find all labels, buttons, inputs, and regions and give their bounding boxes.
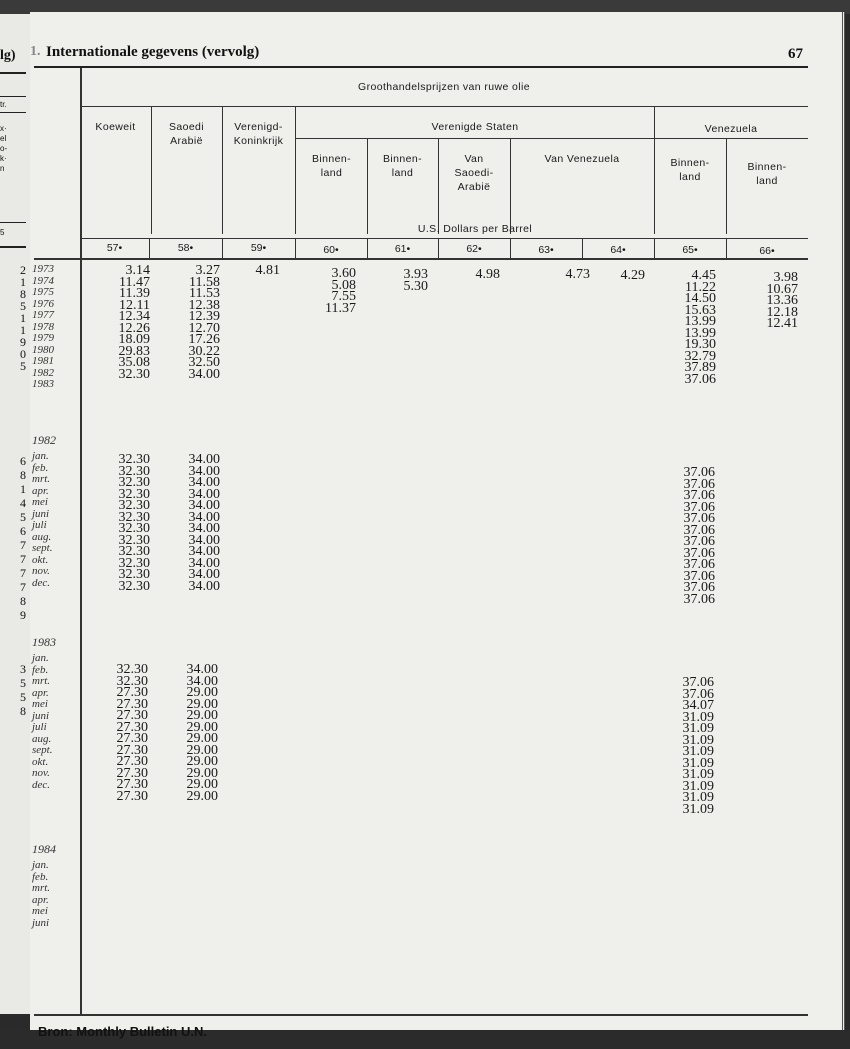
cell: 4.45: [691, 268, 716, 283]
column-code: 59•: [250, 242, 267, 254]
cell: 29.00: [186, 754, 218, 769]
col-header-us-binnenland: [296, 152, 367, 180]
cell: 32.30: [118, 555, 150, 571]
row-label: aug.: [32, 732, 52, 745]
cell: 7.55: [331, 289, 356, 304]
divider: [0, 96, 26, 97]
cell: 34.00: [188, 498, 220, 513]
table-title: Groothandelsprijzen van ruwe olie: [358, 81, 530, 93]
data-col-venezuela-binnenland-1983: [664, 677, 714, 815]
cell: 18.09: [118, 332, 150, 347]
row-label: feb.: [32, 461, 49, 474]
cell: 34.00: [186, 673, 218, 689]
cell: 4.73: [565, 267, 590, 282]
cell: 37.06: [683, 580, 715, 595]
unit-label: U.S. Dollars per Barrel: [417, 223, 533, 235]
prev-digit: 5: [20, 359, 26, 373]
cell: 32.30: [118, 452, 150, 467]
label-line: Saoedi-: [454, 167, 494, 179]
source-note: Bron: Monthly Bulletin U.N.: [38, 1024, 207, 1039]
label-line: Arabië: [170, 135, 203, 147]
row-label: 1978: [32, 320, 54, 333]
column-code: 58•: [177, 242, 194, 254]
data-col-venezuela-binnenland-annual: [666, 270, 716, 385]
row-label: mei: [32, 698, 48, 710]
cell: 31.09: [682, 709, 714, 725]
label-line: Binnen-: [312, 153, 351, 165]
row-label: 1977: [32, 309, 54, 321]
cell: 13.36: [766, 293, 798, 308]
cell: 12.39: [188, 309, 220, 324]
row-label: 1980: [32, 343, 54, 356]
cell: 37.06: [683, 511, 715, 526]
cell: 27.30: [116, 708, 148, 723]
row-label: mrt.: [32, 473, 51, 485]
label-line: Binnen-: [747, 161, 787, 173]
cell: 10.67: [766, 281, 798, 297]
prev-page-text: 5: [0, 228, 5, 237]
cell: 11.22: [685, 279, 716, 295]
row-label: juli: [32, 519, 47, 531]
cell: 37.06: [682, 686, 714, 702]
divider: [0, 222, 26, 223]
label-line: Verenigd-: [234, 121, 283, 133]
prev-digit: 5: [20, 299, 26, 313]
row-label: 1979: [32, 332, 54, 344]
cell: 37.06: [684, 371, 716, 387]
divider: [0, 72, 26, 74]
cell: 32.30: [118, 532, 150, 548]
cell: 37.06: [683, 499, 715, 515]
row-label: 1981: [32, 355, 54, 367]
col-header-verenigd-koninkrijk: [222, 120, 295, 148]
data-col-vk-annual: [230, 265, 280, 277]
prev-digit: 7: [20, 538, 26, 552]
cell: 37.06: [682, 675, 714, 690]
cell: 17.26: [188, 332, 220, 347]
label-line: Arabië: [457, 181, 491, 193]
prev-page-text: n: [0, 164, 5, 173]
data-col-us-binnenland2-annual: [378, 269, 428, 292]
cell: 5.30: [403, 278, 428, 294]
row-label: sept.: [32, 744, 53, 756]
cell: 11.39: [119, 286, 150, 301]
row-label: feb.: [32, 870, 49, 883]
label-line: land: [320, 167, 343, 179]
cell: 29.00: [186, 685, 218, 700]
row-label: nov.: [32, 767, 50, 779]
cell: 32.30: [118, 366, 150, 382]
cell: 27.30: [116, 777, 148, 792]
cell: 34.00: [188, 486, 220, 502]
cell: 4.29: [620, 268, 645, 283]
data-col-venezuela-binnenland-1982: [665, 467, 715, 605]
column-code: 57•: [106, 242, 123, 254]
label-line: Binnen-: [670, 157, 710, 169]
row-label: 1982: [32, 433, 56, 447]
data-col-us-binnenland-annual: [306, 268, 356, 314]
column-code: 65•: [682, 244, 698, 256]
column-code: 62•: [466, 243, 482, 255]
cell: 31.09: [682, 790, 714, 805]
column-code: 64•: [610, 244, 626, 256]
cell: 13.99: [684, 314, 716, 329]
cell: 37.06: [683, 522, 715, 538]
cell: 3.14: [125, 263, 150, 278]
section-title: Internationale gegevens (vervolg): [46, 44, 260, 60]
data-col-venezuela-binnenland2-annual: [748, 272, 798, 330]
prev-digit: 8: [20, 704, 26, 718]
label-line: land: [756, 175, 778, 187]
cell: 34.07: [682, 698, 714, 713]
cell: 37.06: [683, 557, 715, 572]
cell: 29.00: [186, 742, 218, 758]
cell: 37.89: [684, 360, 716, 375]
row-label: 1976: [32, 297, 54, 310]
cell: 29.00: [186, 788, 218, 804]
row-label: mrt.: [32, 882, 51, 894]
cell: 34.00: [188, 452, 220, 467]
row-label: jan.: [32, 450, 49, 462]
prev-digit: 1: [20, 311, 26, 325]
prev-digit: 8: [20, 287, 26, 301]
cell: 27.30: [116, 765, 148, 781]
group-header-venezuela: Venezuela: [704, 123, 758, 135]
label-line: Binnen-: [383, 153, 422, 165]
cell: 31.09: [682, 755, 714, 771]
cell: 3.60: [331, 266, 356, 281]
cell: 12.26: [118, 320, 150, 336]
label-line: Saoedi: [168, 121, 205, 133]
prev-digit: 2: [20, 263, 26, 277]
cell: 27.30: [116, 719, 148, 735]
data-col-saoedi-1983: [168, 664, 218, 802]
row-label: sept.: [32, 542, 53, 554]
row-label: juni: [32, 507, 50, 520]
cell: 11.53: [189, 286, 220, 301]
prev-page-text: el: [0, 134, 7, 143]
cell: 32.30: [118, 486, 150, 502]
label-line: Van: [464, 153, 484, 165]
cell: 13.99: [684, 325, 716, 341]
prev-digit: 9: [20, 608, 26, 622]
cell: 34.00: [188, 521, 220, 536]
prev-digit: 5: [20, 510, 26, 524]
stub-years: [32, 264, 54, 391]
row-label: 1975: [32, 286, 54, 298]
cell: 29.00: [186, 765, 218, 781]
cell: 4.81: [255, 263, 280, 278]
prev-digit: 7: [20, 566, 26, 580]
page-header: [30, 44, 810, 64]
cell: 27.30: [116, 685, 148, 700]
prev-digit: 1: [20, 482, 26, 496]
cell: 34.00: [188, 555, 220, 571]
cell: 37.06: [683, 476, 715, 492]
row-label: 1983: [32, 378, 54, 390]
prev-digit: 4: [20, 496, 26, 510]
cell: 37.06: [683, 591, 715, 607]
cell: 11.37: [325, 300, 356, 316]
prev-digit: 8: [20, 594, 26, 608]
cell: 32.30: [118, 578, 150, 594]
code-row-top-rule: [80, 238, 808, 239]
stub-1983: [32, 637, 56, 791]
cell: 34.00: [188, 544, 220, 559]
row-label: aug.: [32, 530, 52, 543]
cell: 31.09: [682, 721, 714, 736]
cell: 34.00: [188, 366, 220, 382]
cell: 34.00: [186, 662, 218, 677]
cell: 31.09: [682, 778, 714, 794]
cell: 32.30: [116, 673, 148, 689]
row-label: 1982: [32, 366, 54, 379]
col-header-venezuela-binnenland: [654, 156, 726, 184]
row-label: juni: [32, 916, 50, 929]
previous-page-fragment: [0, 14, 32, 1014]
cell: 11.58: [189, 274, 220, 290]
cell: 29.83: [118, 343, 150, 359]
header-rule: [80, 106, 808, 107]
data-col-van-saoedi-annual: [450, 269, 500, 281]
prev-digit: 3: [20, 662, 26, 676]
data-col-koeweit-1983: [98, 664, 148, 802]
label-line: land: [391, 167, 414, 179]
divider: [0, 246, 26, 248]
cell: 34.00: [188, 509, 220, 525]
section-number: 1.: [30, 44, 41, 59]
col-header-van-venezuela: Van Venezuela: [544, 153, 620, 165]
cell: 31.09: [682, 744, 714, 759]
row-label: 1973: [32, 263, 54, 275]
cell: 27.30: [116, 696, 148, 712]
row-label: nov.: [32, 565, 50, 577]
page-number: 67: [788, 46, 803, 62]
cell: 32.30: [118, 509, 150, 525]
cell: 12.18: [766, 304, 798, 320]
row-label: jan.: [32, 652, 49, 664]
data-col-koeweit-1982: [100, 454, 150, 592]
row-label: mei: [32, 496, 48, 508]
data-col-koeweit-annual: [100, 265, 150, 380]
column-code: 66•: [759, 245, 775, 257]
group-header-us: Verenigde Staten: [431, 121, 519, 133]
code-row-bottom-rule: [34, 258, 808, 260]
row-label: okt.: [32, 755, 49, 768]
cell: 3.93: [403, 267, 428, 282]
cell: 34.00: [188, 567, 220, 582]
cell: 3.27: [195, 263, 220, 278]
cell: 31.09: [682, 801, 714, 817]
cell: 37.06: [683, 488, 715, 503]
row-label: dec.: [32, 576, 51, 589]
row-label: mei: [32, 905, 48, 917]
cell: 34.00: [188, 578, 220, 594]
cell: 29.00: [186, 719, 218, 735]
cell: 34.00: [188, 532, 220, 548]
cell: 12.41: [766, 316, 798, 331]
cell: 37.06: [683, 465, 715, 480]
cell: 35.08: [118, 355, 150, 370]
row-label: 1983: [32, 635, 56, 649]
cell: 27.30: [116, 731, 148, 746]
cell: 29.00: [186, 696, 218, 712]
cell: 32.79: [684, 348, 716, 364]
cell: 37.06: [683, 568, 715, 584]
cell: 32.30: [118, 544, 150, 559]
cell: 27.30: [116, 742, 148, 758]
cell: 27.30: [116, 788, 148, 804]
prev-digit: 6: [20, 454, 26, 468]
cell: 32.30: [116, 662, 148, 677]
cell: 12.70: [188, 320, 220, 336]
row-label: juni: [32, 709, 50, 722]
cell: 31.09: [682, 767, 714, 782]
cell: 14.50: [684, 291, 716, 306]
col-header-van-saoedi-arabie: [438, 152, 510, 194]
cell: 32.30: [118, 475, 150, 490]
row-label: 1974: [32, 274, 54, 287]
prev-digit: 1: [20, 323, 26, 337]
label-line: land: [679, 171, 701, 183]
column-code: 63•: [538, 244, 554, 256]
cell: 34.00: [188, 475, 220, 490]
data-col-van-venezuela-annual: [540, 269, 590, 281]
prev-page-text: k·: [0, 154, 7, 163]
column-code: 61•: [394, 243, 411, 255]
row-label: 1984: [32, 842, 56, 856]
label-line: Koninkrijk: [233, 135, 284, 147]
cell: 29.00: [186, 708, 218, 723]
cell: 19.30: [684, 337, 716, 352]
col-header-venezuela-binnenland-2: [726, 160, 808, 188]
cell: 31.09: [682, 732, 714, 748]
cell: 15.63: [684, 302, 716, 318]
cell: 34.00: [188, 463, 220, 479]
row-label: juli: [32, 721, 47, 733]
prev-digit: 1: [20, 275, 26, 289]
row-label: mrt.: [32, 675, 51, 687]
stub-1984: [32, 844, 56, 929]
cell: 37.06: [683, 545, 715, 561]
prev-page-text: x·: [0, 124, 7, 133]
prev-digit: 9: [20, 335, 26, 349]
cell: 32.30: [118, 463, 150, 479]
data-col-saoedi-annual: [170, 265, 220, 380]
row-label: jan.: [32, 859, 49, 871]
divider: [0, 112, 26, 113]
prev-digit: 7: [20, 580, 26, 594]
prev-digit: 6: [20, 524, 26, 538]
cell: 12.11: [119, 297, 150, 313]
column-code: 60•: [323, 244, 339, 256]
row-label: feb.: [32, 663, 49, 676]
row-label: apr.: [32, 893, 49, 906]
cell: 11.47: [119, 274, 150, 290]
data-col-saoedi-1982: [170, 454, 220, 592]
cell: 30.22: [188, 343, 220, 359]
cell: 32.50: [188, 355, 220, 370]
prev-digit: 7: [20, 552, 26, 566]
prev-digit: 5: [20, 676, 26, 690]
cell: 12.34: [118, 309, 150, 324]
table-bottom-rule: [34, 1014, 808, 1016]
cell: 29.00: [186, 777, 218, 792]
row-label: apr.: [32, 686, 49, 699]
row-label: dec.: [32, 778, 51, 791]
cell: 37.06: [683, 534, 715, 549]
row-label: okt.: [32, 553, 49, 566]
cell: 32.30: [118, 567, 150, 582]
prev-digit: 5: [20, 690, 26, 704]
document-page: [30, 12, 845, 1032]
prev-page-text: o-: [0, 144, 8, 153]
row-label: apr.: [32, 484, 49, 497]
prev-digit: 0: [20, 347, 26, 361]
data-col-64-annual: [595, 270, 645, 282]
col-header-us-binnenland-2: [367, 152, 438, 180]
header-rule: [295, 138, 808, 139]
col-header-koeweit: Koeweit: [95, 121, 136, 133]
cell: 5.08: [331, 277, 356, 293]
stub-column-divider: [80, 68, 82, 1016]
prev-digit: 8: [20, 468, 26, 482]
stub-1982: [32, 435, 56, 589]
cell: 29.00: [186, 731, 218, 746]
cell: 32.30: [118, 521, 150, 536]
prev-page-text: tr.: [0, 100, 7, 109]
cell: 4.98: [475, 267, 500, 282]
cell: 12.38: [188, 297, 220, 313]
cell: 27.30: [116, 754, 148, 769]
prev-page-title: lg): [0, 48, 16, 63]
col-header-saoedi-arabie: [151, 120, 222, 148]
cell: 3.98: [773, 270, 798, 285]
cell: 32.30: [118, 498, 150, 513]
